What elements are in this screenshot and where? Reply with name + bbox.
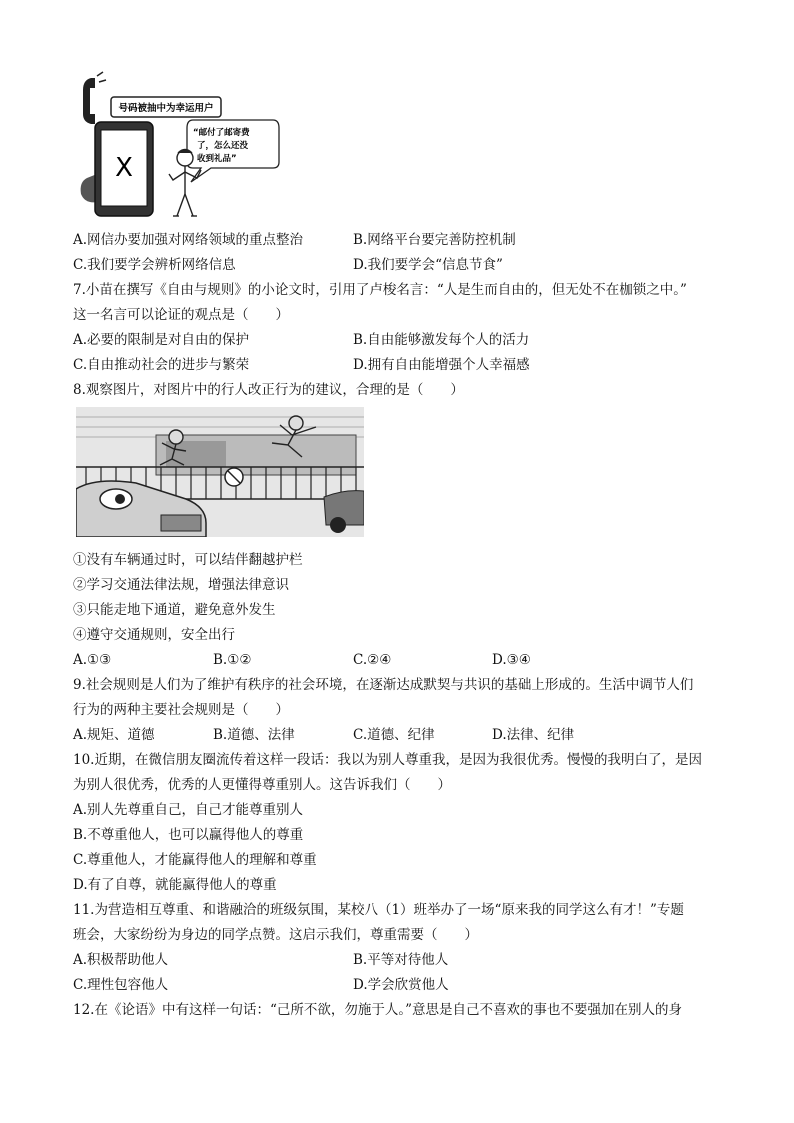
q7-option-a: A.必要的限制是对自由的保护 (73, 332, 250, 348)
q11-stem-line-1: 11.为营造相互尊重、和谐融洽的班级氛围，某校八（1）班举办了一场“原来我的同学这么有才！”专题 (73, 902, 684, 918)
q12-stem-line-1: 12.在《论语》中有这样一句话：“己所不欲，勿施于人。”意思是自己不喜欢的事也不要强加在别人的身 (73, 1002, 683, 1018)
phone-scam-cartoon (73, 70, 283, 220)
q8-item-3: ③只能走地下通道，避免意外发生 (73, 602, 276, 618)
q7-stem-line-1: 7.小苗在撰写《自由与规则》的小论文时，引用了卢梭名言：“人是生而自由的，但无处不在枷锁之中。” (73, 282, 687, 298)
q8-option-d: D.③④ (492, 652, 531, 668)
q9-stem-line-1: 9.社会规则是人们为了维护有秩序的社会环境，在逐渐达成默契与共识的基础上形成的。生活中调节人们 (73, 677, 694, 693)
q6-option-b: B.网络平台要完善防控机制 (353, 232, 516, 248)
q8-item-1: ①没有车辆通过时，可以结伴翻越护栏 (73, 552, 303, 568)
q9-option-c: C.道德、纪律 (353, 727, 435, 743)
pedestrian-jumping-railing-illustration (76, 407, 364, 537)
q8-item-4: ④遵守交通规则，安全出行 (73, 627, 235, 643)
speech-line-2: 了，怎么还没 (197, 141, 249, 151)
q11-option-c: C.理性包容他人 (73, 977, 169, 993)
speech-line-3: 收到礼品” (197, 154, 237, 164)
q11-option-a: A.积极帮助他人 (73, 952, 169, 968)
telephone-handset-icon (83, 72, 106, 124)
q10-stem-line-2: 为别人很优秀，优秀的人更懂得尊重别人。这告诉我们（ ） (73, 777, 451, 793)
q8-option-c: C.②④ (353, 652, 392, 668)
q11-option-b: B.平等对待他人 (353, 952, 449, 968)
q7-option-b: B.自由能够激发每个人的活力 (353, 332, 530, 348)
q11-stem-line-2: 班会，大家纷纷为身边的同学点赞。这启示我们，尊重需要（ ） (73, 927, 478, 943)
q10-option-a: A.别人先尊重自己，自己才能尊重别人 (73, 802, 304, 818)
speech-line-1: “邮付了邮寄费 (193, 128, 250, 138)
q8-option-b: B.①② (213, 652, 252, 668)
banner-text: 号码被抽中为幸运用户 (118, 103, 214, 114)
q9-stem-line-2: 行为的两种主要社会规则是（ ） (73, 702, 289, 718)
q9-option-d: D.法律、纪律 (492, 727, 575, 743)
q8-item-2: ②学习交通法律法规，增强法律意识 (73, 577, 289, 593)
q7-option-c: C.自由推动社会的进步与繁荣 (73, 357, 250, 373)
q6-option-c: C.我们要学会辨析网络信息 (73, 257, 236, 273)
q10-option-b: B.不尊重他人，也可以赢得他人的尊重 (73, 827, 304, 843)
q9-option-b: B.道德、法律 (213, 727, 295, 743)
q8-stem-line-1: 8.观察图片，对图片中的行人改正行为的建议，合理的是（ ） (73, 382, 464, 398)
q10-stem-line-1: 10.近期，在微信朋友圈流传着这样一段话：我以为别人尊重我，是因为我很优秀。慢慢的我明白了，是因 (73, 752, 702, 768)
q9-option-a: A.规矩、道德 (73, 727, 155, 743)
phone-screen-mark: X (115, 153, 133, 183)
q7-option-d: D.拥有自由能增强个人幸福感 (353, 357, 530, 373)
q6-option-d: D.我们要学会“信息节食” (353, 257, 503, 273)
q7-stem-line-2: 这一名言可以论证的观点是（ ） (73, 307, 289, 323)
q6-option-a: A.网信办要加强对网络领域的重点整治 (73, 232, 304, 248)
q8-option-a: A.①③ (73, 652, 112, 668)
q11-option-d: D.学会欣赏他人 (353, 977, 449, 993)
q10-option-c: C.尊重他人，才能赢得他人的理解和尊重 (73, 852, 317, 868)
q10-option-d: D.有了自尊，就能赢得他人的尊重 (73, 877, 277, 893)
